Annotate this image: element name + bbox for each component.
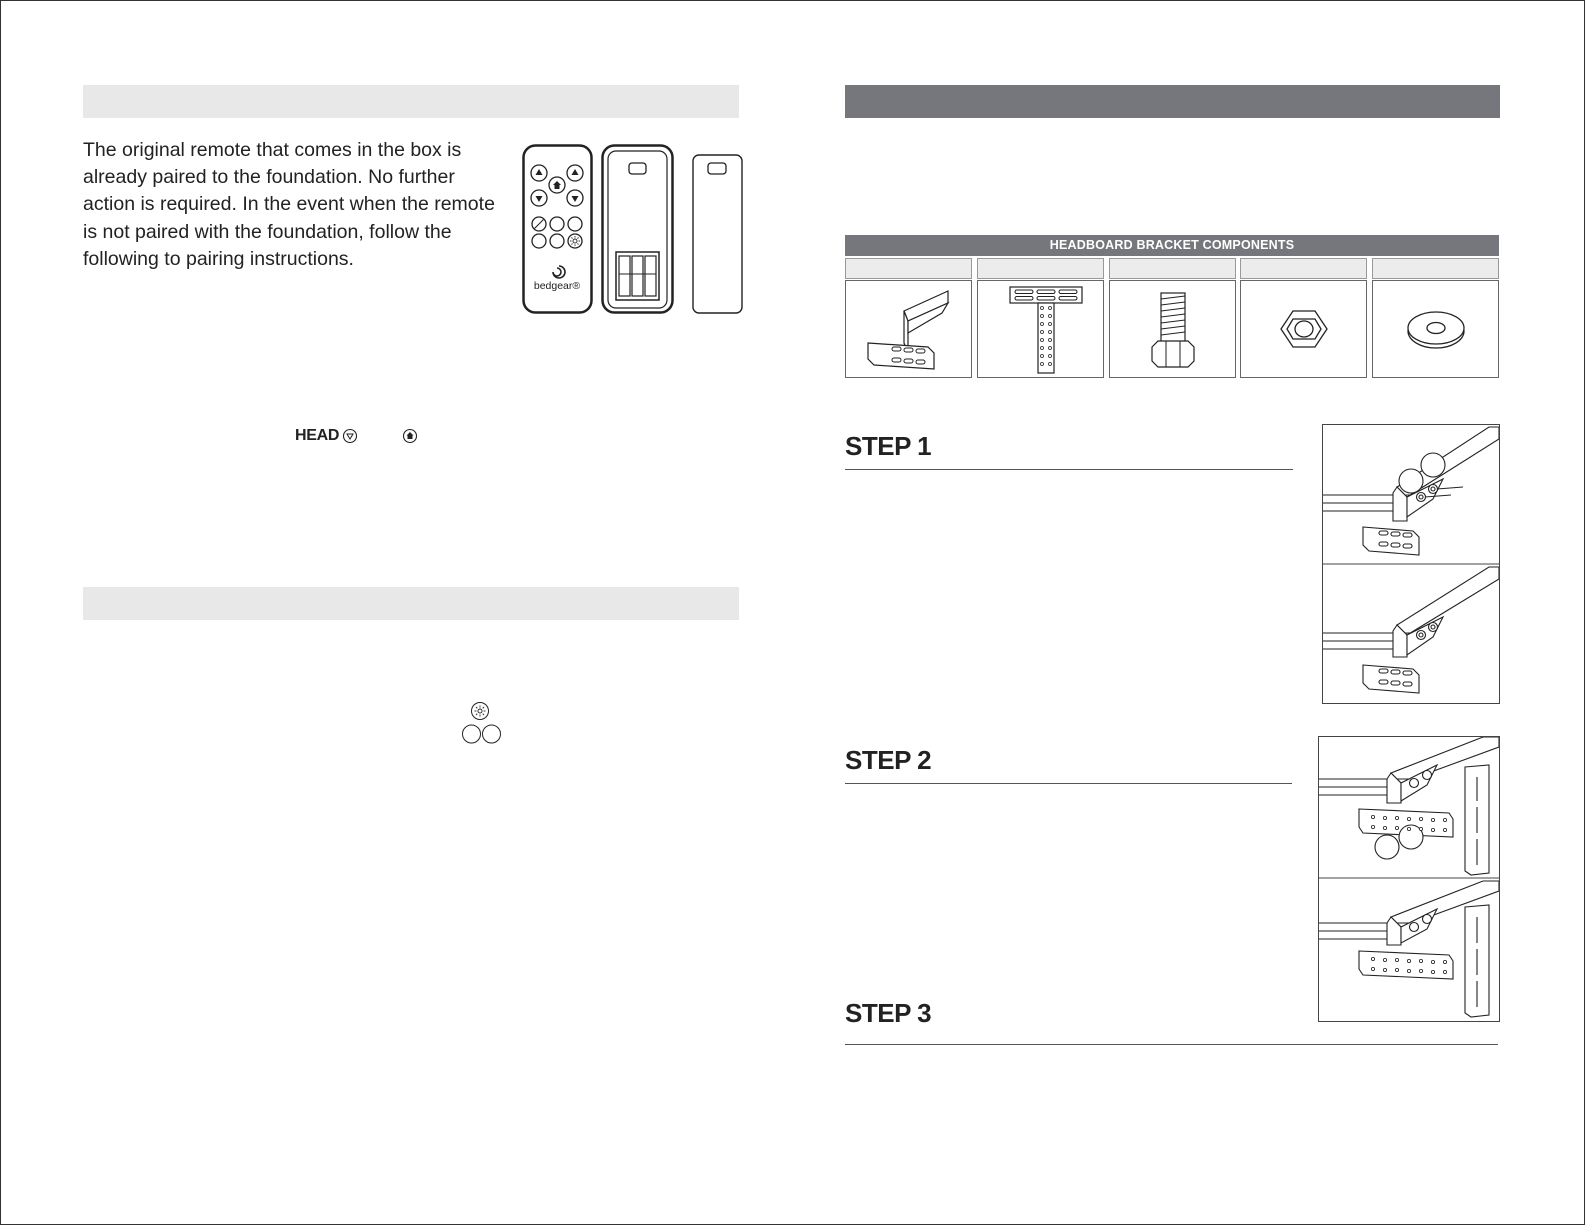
section-header-bar-dark xyxy=(845,85,1500,118)
step-3-title: STEP 3 xyxy=(845,998,932,1028)
head-button-reference xyxy=(295,427,358,445)
remote-back-open xyxy=(601,144,676,320)
remote-front xyxy=(522,144,594,320)
preset-button-icon-4[interactable] xyxy=(532,234,546,248)
section-header-bar-bottom xyxy=(83,587,739,620)
home-circle-icon xyxy=(402,428,418,444)
step-1-diagram xyxy=(1322,424,1500,704)
callout-circle-icon xyxy=(1399,469,1423,493)
component-bracket xyxy=(845,258,972,378)
bolt-icon xyxy=(1110,281,1235,377)
component-washer xyxy=(1372,258,1499,378)
bracket-icon xyxy=(846,281,971,377)
down-arrow-circle-icon xyxy=(342,428,358,444)
component-bolt xyxy=(1109,258,1236,378)
t-plate-icon xyxy=(978,281,1103,377)
preset-circles-icon xyxy=(461,723,503,745)
preset-button-icon-5[interactable] xyxy=(550,234,564,248)
head-button-label: HEAD xyxy=(295,427,340,444)
preset-button-icon-3[interactable] xyxy=(568,217,582,231)
step-2-title: STEP 2 xyxy=(845,745,932,775)
intro-paragraph: The original remote that comes in the box is already paired to the foundation. No further action is required. In the event when the remote is not paired with the foundation, follow the following to pairing instructions. xyxy=(83,139,495,270)
section-header-bar-top xyxy=(83,85,739,118)
components-table-title: HEADBOARD BRACKET COMPONENTS xyxy=(845,235,1499,256)
component-nut xyxy=(1240,258,1367,378)
step-1-rule xyxy=(845,469,1293,470)
washer-icon xyxy=(1373,281,1498,377)
remote-back-cover xyxy=(692,154,744,320)
nut-icon xyxy=(1241,281,1366,377)
light-circle-icon xyxy=(470,701,490,721)
callout-circle-icon-3 xyxy=(1375,835,1399,859)
remote-brand-logo: bedgear® xyxy=(533,280,581,292)
components-table xyxy=(845,235,1499,378)
step-2-diagram xyxy=(1318,736,1500,1022)
preset-button-icon-2[interactable] xyxy=(550,217,564,231)
step-3-rule xyxy=(845,1044,1498,1045)
callout-circle-icon-2 xyxy=(1421,453,1445,477)
step-2-rule xyxy=(845,783,1292,784)
component-t-plate xyxy=(977,258,1104,378)
step-1-title: STEP 1 xyxy=(845,431,932,461)
